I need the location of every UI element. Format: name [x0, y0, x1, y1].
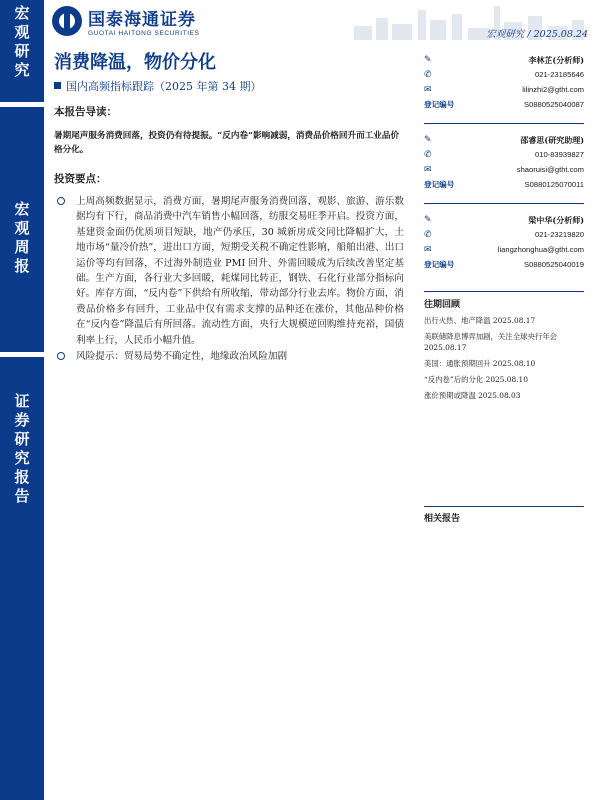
report-type-date: 宏观研究 / 2025.08.24: [486, 29, 588, 40]
analyst-icon: ✎: [424, 215, 432, 225]
side-bar: [0, 0, 44, 800]
mail-icon: ✉: [424, 85, 432, 95]
guide-heading: 本报告导读：: [54, 106, 117, 118]
analyst-reg-number: S0880525040019: [524, 260, 584, 269]
page-subtitle: 国内高频指标跟踪（2025 年第 34 期）: [54, 78, 261, 94]
key-point: 上周高频数据显示，消费方面，暑期尾声服务消费回落，观影、旅游、游乐数据均有下行，商品消费中汽车销售小幅回落，纺服交易旺季开启。投资方面，基建资金面仍优质项目短缺，地产仍承压，30 城新房成交同比降幅扩大，土地市场“量冷价热”，进出口方面，短期受关税不确定性影响，船舶出港、出口运价等均有回落，不过海外制造业 PMI 回升、外需回暖成为后续改善坚定基础。生产方面，各行业大多回暖，耗煤同比转正，钢铁、石化行业部分指标向好。库存方面，“反内卷”下供给有所收缩，带动部分行业去库。物价方面，消费品价格多有回升，工业品中仅有需求支撑的品种还在涨价，其他品种价格在“反内卷”降温后有所回落。流动性方面，央行大规模逆回购维持充裕，国债利率上行，人民币小幅升值。: [54, 194, 404, 348]
side-label-macro-weekly: 宏 观 周 报: [14, 200, 30, 275]
past-report-link[interactable]: 美国：通胀预期回升 2025.08.10: [424, 359, 536, 368]
analyst-card: [424, 50, 584, 124]
analyst-card: [424, 124, 584, 204]
analyst-name: 李林芷(分析师): [528, 55, 584, 65]
reg-label: 登记编号: [424, 100, 455, 109]
circle-bullet-icon: [57, 197, 65, 205]
circle-bullet-icon: [57, 352, 65, 360]
analyst-email[interactable]: liangzhonghua@gtht.com: [497, 245, 584, 254]
past-report-link[interactable]: 涨价预期或降温 2025.08.03: [424, 391, 521, 400]
analyst-email[interactable]: shaoruisi@gtht.com: [516, 165, 584, 174]
main-content: [54, 100, 404, 364]
logo-name-en: GUOTAI HAITONG SECURITIES: [88, 30, 200, 37]
analyst-name: 梁中华(分析师): [528, 215, 584, 225]
analyst-panel: [424, 50, 584, 284]
past-reports-panel: [424, 291, 584, 401]
analyst-reg-number: S0880525040087: [524, 100, 584, 109]
logo-name-cn: 国泰海通证券: [88, 10, 196, 30]
phone-icon: ✆: [424, 70, 432, 80]
analyst-phone: 021-23185646: [535, 70, 584, 79]
analyst-card: [424, 204, 584, 284]
logo-mark-icon: [52, 6, 82, 36]
phone-icon: ✆: [424, 150, 432, 160]
side-separator: [0, 102, 44, 107]
past-report-link[interactable]: “反内卷”后的分化 2025.08.10: [424, 375, 528, 384]
square-bullet-icon: [54, 82, 61, 89]
reg-label: 登记编号: [424, 260, 455, 269]
mail-icon: ✉: [424, 245, 432, 255]
past-report-link[interactable]: 出行火热、地产降温 2025.08.17: [424, 316, 536, 325]
page-title: 消费降温，物价分化: [54, 52, 216, 73]
key-point: 风险提示：贸易局势不确定性，地缘政治风险加剧: [54, 349, 404, 364]
analyst-phone: 010-83939827: [535, 150, 584, 159]
past-reports-heading: 往期回顾: [424, 300, 461, 310]
phone-icon: ✆: [424, 230, 432, 240]
key-points-heading: 投资要点：: [54, 173, 107, 185]
past-report-link[interactable]: 美联储降息博弈加剧，关注全球央行年会 2025.08.17: [424, 332, 558, 352]
analyst-reg-number: S0880125070011: [524, 180, 584, 189]
side-separator: [0, 352, 44, 357]
side-label-securities-report: 证 券 研 究 报 告: [14, 392, 30, 505]
analyst-email[interactable]: lilinzhi2@gtht.com: [522, 85, 584, 94]
reg-label: 登记编号: [424, 180, 455, 189]
analyst-icon: ✎: [424, 135, 432, 145]
page-header: [44, 0, 600, 46]
guide-summary: 暑期尾声服务消费回落，投资仍有待提振。“反内卷”影响减弱，消费品价格回升而工业品价格分化。: [54, 131, 400, 155]
company-logo: [52, 5, 200, 37]
mail-icon: ✉: [424, 165, 432, 175]
analyst-icon: ✎: [424, 55, 432, 65]
analyst-phone: 021-23219820: [535, 230, 584, 239]
related-reports-heading: 相关报告: [424, 514, 461, 524]
analyst-name: 邵睿思(研究助理): [520, 135, 584, 145]
side-label-macro-research: 宏 观 研 究: [14, 4, 30, 79]
related-reports-panel: [424, 506, 584, 524]
